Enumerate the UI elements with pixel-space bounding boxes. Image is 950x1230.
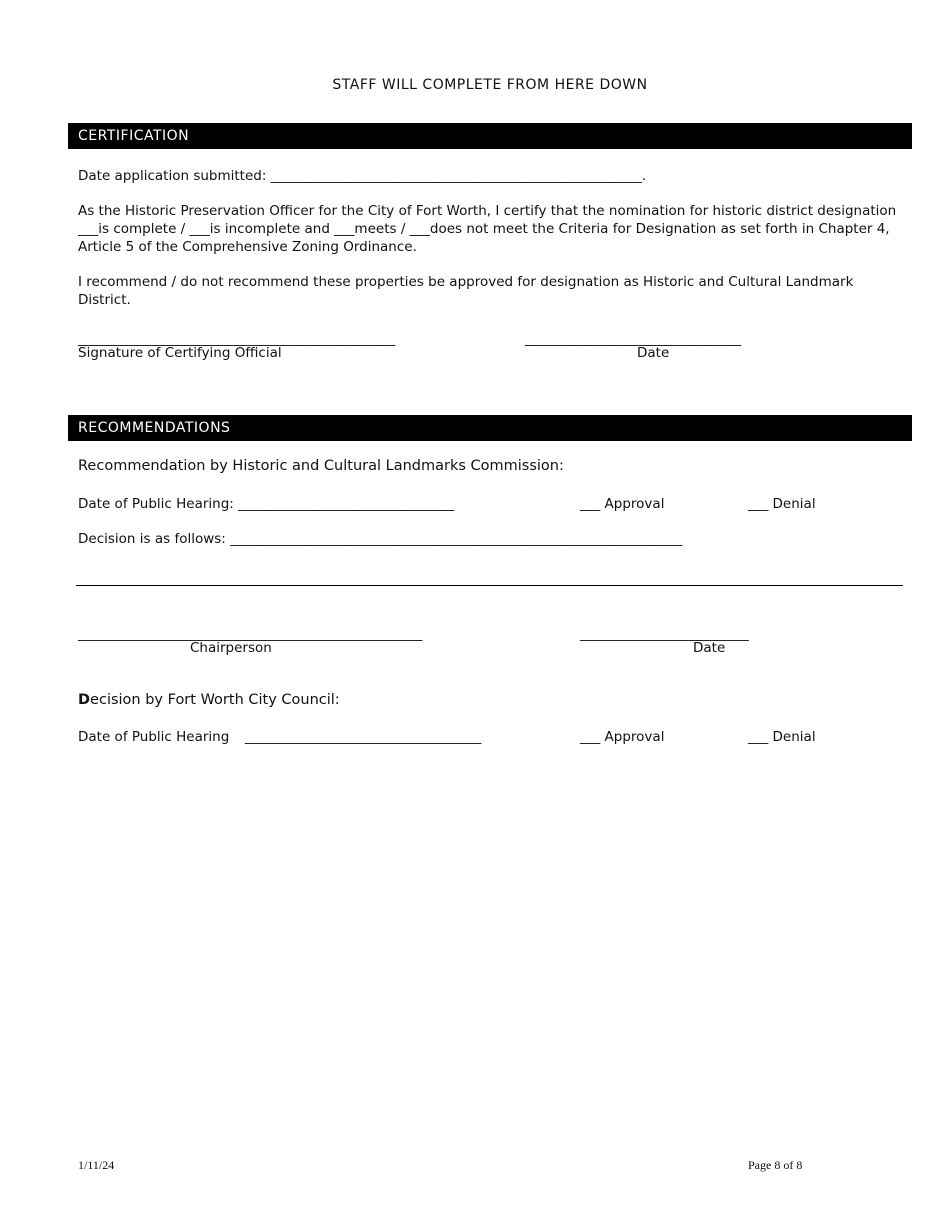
chairperson-label: Chairperson bbox=[190, 640, 272, 656]
signature-label: Signature of Certifying Official bbox=[78, 345, 282, 361]
certify-date-line[interactable]: ________________________________ bbox=[525, 331, 741, 347]
council-heading: Decision by Fort Worth City Council: bbox=[78, 692, 340, 708]
chair-date-line[interactable]: _________________________ bbox=[580, 626, 749, 642]
recommendations-header: RECOMMENDATIONS bbox=[68, 415, 912, 441]
footer-date: 1/11/24 bbox=[78, 1158, 115, 1172]
certify-paragraph: As the Historic Preservation Officer for the City of Fort Worth, I certify that the nomination for historic district designation ___is complete / ___is incomplete and ___meets / ___does not meet the Criteria for Designation as set forth in Chapter 4, Article 5 of the Comprehensive Zoning Ordinance. bbox=[78, 203, 897, 255]
commission-heading: Recommendation by Historic and Cultural Landmarks Commission: bbox=[78, 458, 564, 474]
council-hearing-line[interactable]: ___________________________________ bbox=[245, 729, 482, 745]
recommend-paragraph: I recommend / do not recommend these properties be approved for designation as Historic and Cultural Landmark District. bbox=[78, 274, 854, 308]
footer-page-number: Page 8 of 8 bbox=[748, 1158, 803, 1172]
council-hearing-label: Date of Public Hearing bbox=[78, 729, 230, 745]
staff-title: STAFF WILL COMPLETE FROM HERE DOWN bbox=[332, 77, 648, 93]
date-submitted-field[interactable]: Date application submitted: _______________________________________________________. bbox=[78, 168, 647, 184]
commission-approval-option[interactable]: ___ Approval bbox=[580, 496, 665, 512]
decision-continuation-line[interactable] bbox=[76, 585, 903, 586]
certification-header: CERTIFICATION bbox=[68, 123, 912, 149]
certify-date-label: Date bbox=[637, 345, 670, 361]
commission-hearing-field[interactable]: Date of Public Hearing: ________________________________ bbox=[78, 496, 455, 512]
signature-line[interactable]: _______________________________________________ bbox=[78, 331, 396, 347]
council-approval-option[interactable]: ___ Approval bbox=[580, 729, 665, 745]
commission-denial-option[interactable]: ___ Denial bbox=[748, 496, 816, 512]
chairperson-line[interactable]: ___________________________________________________ bbox=[78, 626, 423, 642]
decision-field[interactable]: Decision is as follows: ___________________________________________________________________ bbox=[78, 531, 683, 547]
chair-date-label: Date bbox=[693, 640, 726, 656]
council-denial-option[interactable]: ___ Denial bbox=[748, 729, 816, 745]
